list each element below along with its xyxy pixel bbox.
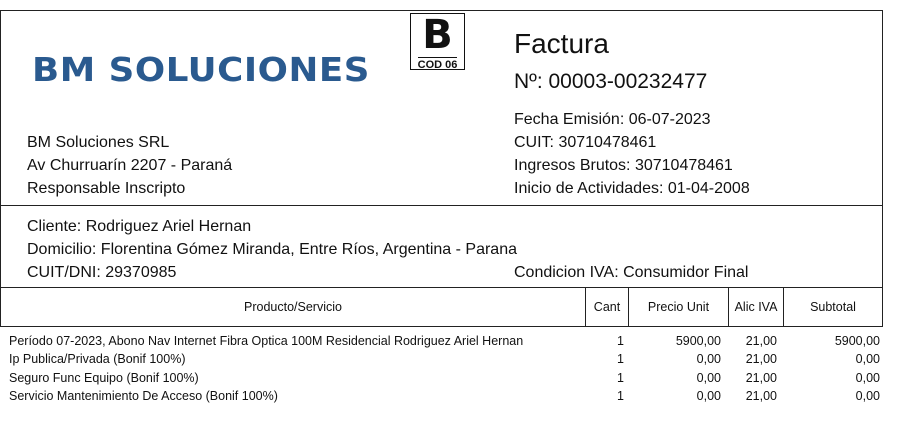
row-product: Seguro Func Equipo (Bonif 100%) [9, 371, 199, 385]
invoice-type-code: COD 06 [417, 59, 458, 71]
row-subtotal: 0,00 [855, 389, 880, 403]
column-header-product: Producto/Servicio [1, 288, 586, 327]
client-vat-condition: Condicion IVA: Consumidor Final [514, 264, 749, 281]
column-header-subtotal: Subtotal [784, 288, 883, 327]
document-number: Nº: 00003-00232477 [514, 70, 708, 93]
row-vat: 21,00 [745, 334, 777, 348]
items-table-header [0, 287, 883, 327]
row-qty: 1 [617, 371, 624, 385]
row-unit-price: 0,00 [696, 389, 721, 403]
row-vat: 21,00 [745, 352, 777, 366]
row-qty: 1 [617, 334, 624, 348]
row-product: Ip Publica/Privada (Bonif 100%) [9, 352, 186, 366]
issuer-name: BM Soluciones SRL [27, 134, 170, 151]
client-address: Domicilio: Florentina Gómez Miranda, Entre Ríos, Argentina - Parana [27, 241, 517, 258]
document-title: Factura [514, 28, 609, 59]
client-name: Cliente: Rodriguez Ariel Hernan [27, 218, 252, 235]
gross-income: Ingresos Brutos: 30710478461 [514, 157, 733, 174]
row-subtotal: 0,00 [855, 352, 880, 366]
column-header-vat: Alic IVA [729, 288, 784, 327]
row-qty: 1 [617, 389, 624, 403]
row-unit-price: 5900,00 [675, 334, 721, 348]
issuer-tax-condition: Responsable Inscripto [27, 180, 186, 197]
activity-start: Inicio de Actividades: 01-04-2008 [514, 180, 750, 197]
issuer-cuit: CUIT: 30710478461 [514, 134, 657, 151]
row-subtotal: 5900,00 [834, 334, 880, 348]
row-subtotal: 0,00 [855, 371, 880, 385]
issue-date: Fecha Emisión: 06-07-2023 [514, 111, 711, 128]
invoice-type-box [410, 13, 465, 70]
client-id: CUIT/DNI: 29370985 [27, 264, 177, 281]
row-vat: 21,00 [745, 371, 777, 385]
row-product: Servicio Mantenimiento De Acceso (Bonif 100%) [9, 389, 278, 403]
company-logo: BM SOLUCIONES [32, 50, 370, 89]
invoice-type-letter: B [422, 12, 453, 58]
row-unit-price: 0,00 [696, 371, 721, 385]
row-product: Período 07-2023, Abono Nav Internet Fibra Optica 100M Residencial Rodriguez Ariel Hernan [9, 334, 524, 348]
column-header-qty: Cant [586, 288, 629, 327]
row-unit-price: 0,00 [696, 352, 721, 366]
column-header-unit-price: Precio Unit [629, 288, 729, 327]
issuer-address: Av Churruarín 2207 - Paraná [27, 157, 233, 174]
row-vat: 21,00 [745, 389, 777, 403]
row-qty: 1 [617, 352, 624, 366]
